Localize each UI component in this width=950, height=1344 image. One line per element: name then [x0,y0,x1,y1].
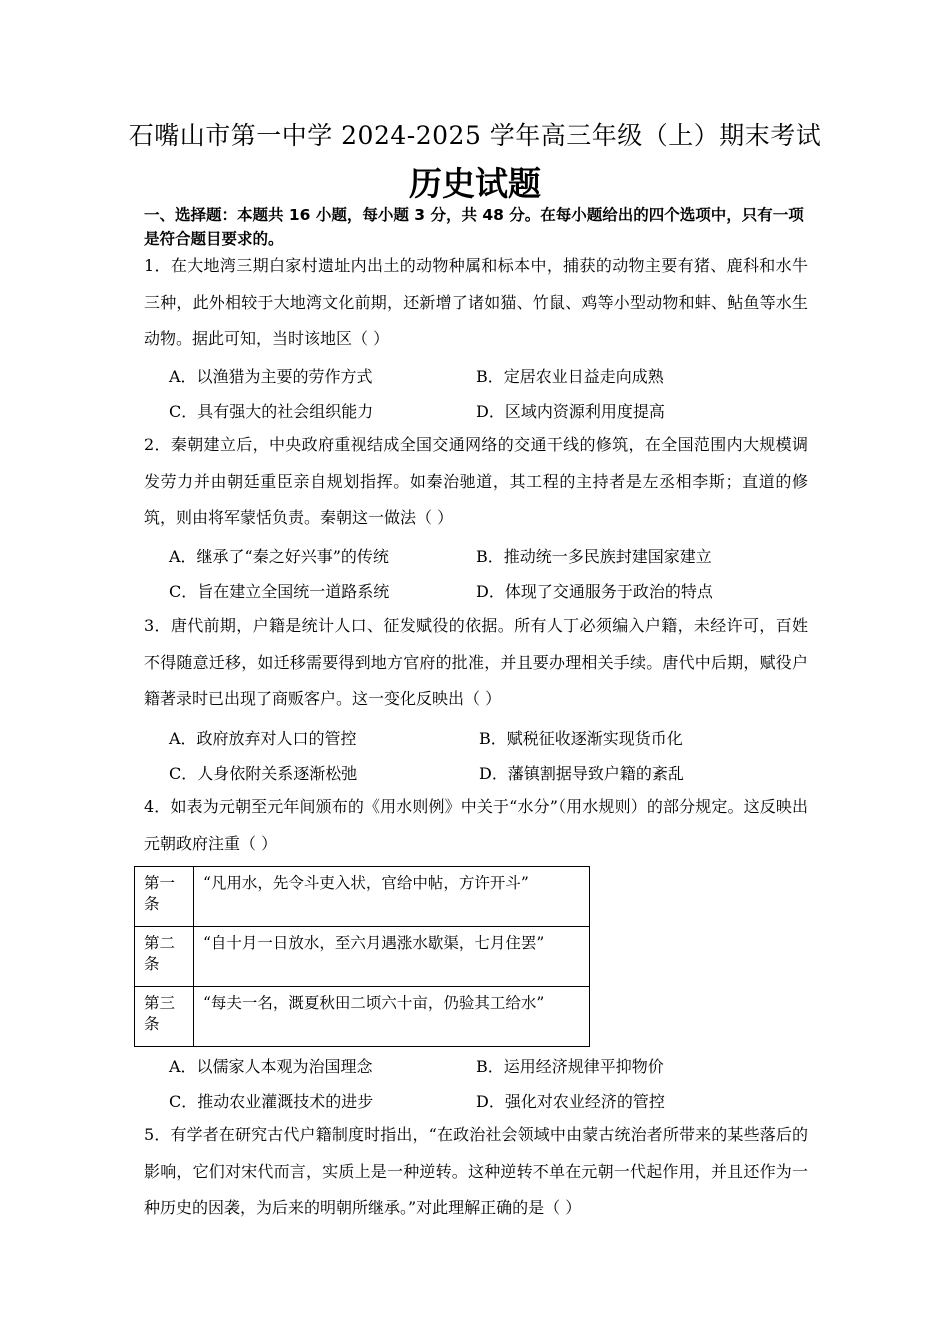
question-4-stem: 4．如表为元朝至元年间颁布的《用水则例》中关于“水分”（用水规则）的部分规定。这反映出元朝政府注重（ ） [144,797,808,853]
question-1-option-d[interactable]: D．区域内资源利用度提高 [476,402,665,421]
table-cell-article: 第二条 [135,927,194,987]
water-rules-table [134,866,590,1047]
question-1-option-c[interactable]: C．具有强大的社会组织能力 [169,402,374,421]
question-2-option-d[interactable]: D．体现了交通服务于政治的特点 [476,582,713,601]
section-heading: 一、选择题：本题共 16 小题，每小题 3 分，共 48 分。在每小题给出的四个选项中，只有一项是符合题目要求的。 [144,206,804,248]
question-1-option-a[interactable]: A．以渔猎为主要的劳作方式 [169,367,373,386]
table-row [135,987,590,1047]
table-cell-rule: “凡用水，先令斗吏入状，官给中帖，方许开斗” [194,867,590,927]
question-5-stem: 5．有学者在研究古代户籍制度时指出，“在政治社会领域中由蒙古统治者所带来的某些落后的影响，它们对宋代而言，实质上是一种逆转。这种逆转不单在元朝一代起作用，并且还作为一种历史的因袭，为后来的明朝所继承。”对此理解正确的是（ ） [144,1125,808,1217]
question-3-option-c[interactable]: C．人身依附关系逐渐松弛 [169,764,358,783]
question-2-option-a[interactable]: A．继承了“秦之好兴事”的传统 [169,547,389,566]
question-2-stem: 2．秦朝建立后，中央政府重视结成全国交通网络的交通干线的修筑，在全国范围内大规模调发劳力并由朝廷重臣亲自规划指挥。如秦治驰道，其工程的主持者是左丞相李斯；直道的修筑，则由将军蒙恬负责。秦朝这一做法（ ） [144,435,808,527]
question-3-option-b[interactable]: B．赋税征收逐渐实现货币化 [479,729,683,748]
question-1-option-b[interactable]: B．定居农业日益走向成熟 [476,367,664,386]
table-cell-rule: “自十月一日放水，至六月遇涨水歇渠，七月住罢” [194,927,590,987]
table-cell-rule: “每夫一名，溉夏秋田二顷六十亩，仍验其工给水” [194,987,590,1047]
question-3-stem: 3．唐代前期，户籍是统计人口、征发赋役的依据。所有人丁必须编入户籍，未经许可，百姓不得随意迁移，如迁移需要得到地方官府的批准，并且要办理相关手续。唐代中后期，赋役户籍著录时已出现了商贩客户。这一变化反映出（ ） [144,616,808,708]
table-cell-article: 第一条 [135,867,194,927]
question-3-option-a[interactable]: A．政府放弃对人口的管控 [169,729,357,748]
question-4-option-c[interactable]: C．推动农业灌溉技术的进步 [169,1092,374,1111]
question-3-option-d[interactable]: D．藩镇割据导致户籍的紊乱 [479,764,684,783]
question-4-option-a[interactable]: A．以儒家人本观为治国理念 [169,1057,373,1076]
question-4-option-b[interactable]: B．运用经济规律平抑物价 [476,1057,664,1076]
question-2-option-b[interactable]: B．推动统一多民族封建国家建立 [476,547,712,566]
question-1-stem: 1．在大地湾三期白家村遗址内出土的动物种属和标本中，捕获的动物主要有猪、鹿科和水牛三种，此外相较于大地湾文化前期，还新增了诸如猫、竹鼠、鸡等小型动物和蚌、鲇鱼等水生动物。据此可知，当时该地区（ ） [144,256,808,348]
table-row [135,927,590,987]
question-2-option-c[interactable]: C．旨在建立全国统一道路系统 [169,582,390,601]
subject-title: 历史试题 [409,164,541,203]
table-row [135,867,590,927]
question-4-option-d[interactable]: D．强化对农业经济的管控 [476,1092,665,1111]
exam-title: 石嘴山市第一中学 2024-2025 学年高三年级（上）期末考试 [128,121,822,150]
table-cell-article: 第三条 [135,987,194,1047]
